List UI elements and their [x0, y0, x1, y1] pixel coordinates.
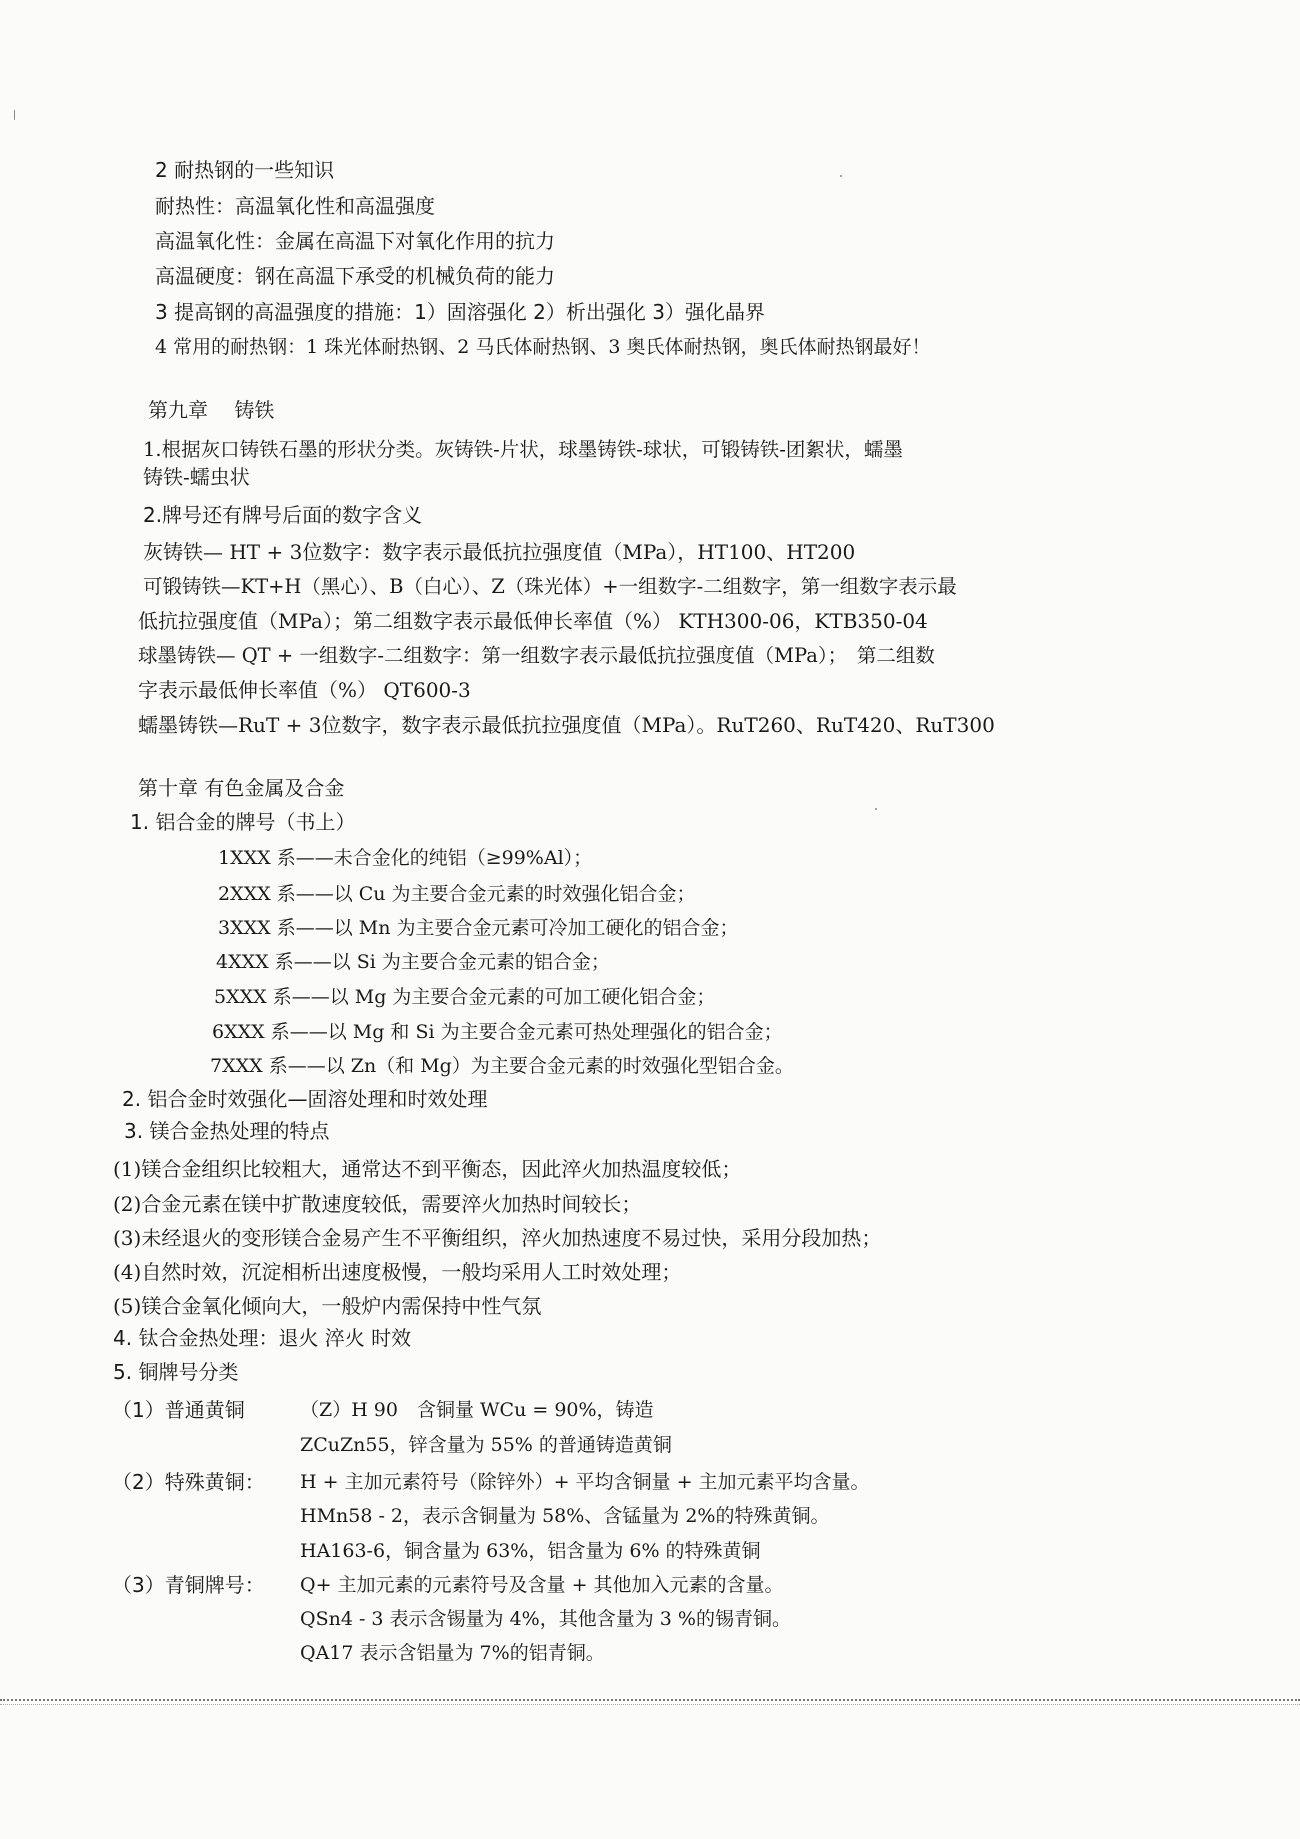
copper-category-label: （3）青铜牌号： [112, 1573, 265, 1597]
text-line: 高温氧化性：金属在高温下对氧化作用的抗力 [155, 229, 555, 253]
text-line: HA163-6，铜含量为 63%，铝含量为 6% 的特殊黄铜 [300, 1540, 761, 1562]
list-item: 2XXX 系——以 Cu 为主要合金元素的时效强化铝合金； [218, 883, 696, 905]
list-item: (4)自然时效，沉淀相析出速度极慢，一般均采用人工时效处理； [113, 1260, 682, 1284]
list-item: (3)未经退火的变形镁合金易产生不平衡组织，淬火加热速度不易过快，采用分段加热； [113, 1226, 882, 1250]
list-item: 5XXX 系——以 Mg 为主要合金元素的可加工硬化铝合金； [214, 986, 716, 1008]
text-line: 可锻铸铁—KT+H（黑心）、B（白心）、Z（珠光体）+一组数字-二组数字，第一组数字表示最 [143, 575, 957, 598]
list-item: (1)镁合金组织比较粗大，通常达不到平衡态，因此淬火加热温度较低； [113, 1157, 742, 1181]
text-line: 4 常用的耐热钢：1 珠光体耐热钢、2 马氏体耐热钢、3 奥氏体耐热钢，奥氏体耐热钢最好！ [155, 336, 931, 358]
text-line: 球墨铸铁— QT + 一组数字-二组数字：第一组数字表示最低抗拉强度值（MPa）； 第二组数 [138, 644, 935, 667]
list-item: 4XXX 系——以 Si 为主要合金元素的铝合金； [216, 951, 610, 973]
list-item: 1XXX 系——未合金化的纯铝（≥99%Al）； [218, 847, 593, 869]
copper-category-label: （2）特殊黄铜： [112, 1470, 265, 1494]
section-heading: 2.牌号还有牌号后面的数字含义 [143, 503, 423, 527]
section-heading: 5. 铜牌号分类 [113, 1360, 239, 1384]
text-line: 蠕墨铸铁—RuT + 3位数字，数字表示最低抗拉强度值（MPa）。RuT260、RuT420、RuT300 [138, 713, 995, 737]
list-item: 7XXX 系——以 Zn（和 Mg）为主要合金元素的时效强化型铝合金。 [210, 1055, 794, 1077]
text-line: 耐热性：高温氧化性和高温强度 [155, 194, 435, 218]
list-item: 6XXX 系——以 Mg 和 Si 为主要合金元素可热处理强化的铝合金； [212, 1021, 783, 1043]
text-line: H + 主加元素符号（除锌外）+ 平均含铜量 + 主加元素平均含量。 [300, 1471, 870, 1493]
section-heading: 4. 钛合金热处理：退火 淬火 时效 [113, 1326, 412, 1350]
chapter-heading: 第十章 有色金属及合金 [138, 776, 345, 800]
text-line: 1.根据灰口铸铁石墨的形状分类。灰铸铁-片状，球墨铸铁-球状，可锻铸铁-团絮状，蠕墨 [143, 438, 903, 461]
chapter-heading: 第九章 铸铁 [148, 398, 275, 422]
text-line: QSn4 - 3 表示含锡量为 4%，其他含量为 3 %的锡青铜。 [300, 1608, 791, 1630]
page-divider [0, 1704, 1300, 1705]
section-heading: 1. 铝合金的牌号（书上） [130, 810, 356, 834]
text-line: ZCuZn55，锌含量为 55% 的普通铸造黄铜 [300, 1434, 672, 1456]
text-line: 铸铁-蠕虫状 [143, 465, 250, 489]
text-line: Q+ 主加元素的元素符号及含量 + 其他加入元素的含量。 [300, 1574, 784, 1596]
text-line: 字表示最低伸长率值（%） QT600-3 [138, 678, 471, 702]
scan-speck [875, 808, 877, 810]
list-item: 3XXX 系——以 Mn 为主要合金元素可冷加工硬化的铝合金； [218, 917, 739, 939]
text-line: HMn58 - 2，表示含铜量为 58%、含锰量为 2%的特殊黄铜。 [300, 1505, 830, 1527]
list-item: (5)镁合金氧化倾向大，一般炉内需保持中性气氛 [113, 1294, 542, 1318]
text-line: 高温硬度：钢在高温下承受的机械负荷的能力 [155, 264, 555, 288]
list-item: (2)合金元素在镁中扩散速度较低，需要淬火加热时间较长； [113, 1192, 642, 1216]
section-heading: 3. 镁合金热处理的特点 [124, 1119, 330, 1143]
scan-speck [14, 110, 15, 120]
section-heading: 2. 铝合金时效强化—固溶处理和时效处理 [122, 1087, 488, 1111]
text-line: 灰铸铁— HT + 3位数字：数字表示最低抗拉强度值（MPa），HT100、HT200 [143, 540, 856, 564]
text-line: QA17 表示含铝量为 7%的铝青铜。 [300, 1642, 605, 1664]
section-heading: 2 耐热钢的一些知识 [155, 158, 335, 182]
text-line: 低抗拉强度值（MPa）；第二组数字表示最低伸长率值（%） KTH300-06，KTB350-04 [138, 609, 928, 633]
scan-speck [840, 175, 842, 177]
text-line: 3 提高钢的高温强度的措施：1）固溶强化 2）析出强化 3）强化晶界 [155, 300, 765, 324]
page-divider [0, 1699, 1300, 1701]
copper-category-label: （1）普通黄铜 [112, 1398, 245, 1422]
text-line: （Z）H 90 含铜量 WCu = 90%，铸造 [300, 1399, 654, 1421]
